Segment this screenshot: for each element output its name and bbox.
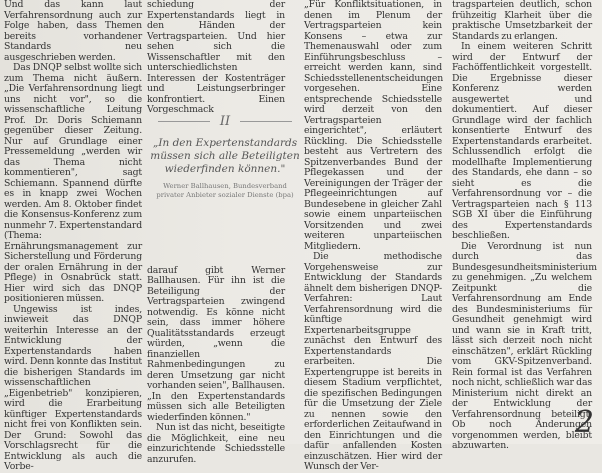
text-column-1 bbox=[4, 0, 142, 473]
paragraph: Das DNQP selbst wollte sich zum Thema nicht äußern. „Die Verfahrensordnung liegt uns nicht vor", so die wissenschaftliche Leitung Prof. Dr. Doris Schiemann gegenüber dieser Zeitung. Nur auf Grundlage einer Pressemeldung „werden wir das Thema nicht kommentieren", sagt Schiemann. Spannend dürfte es in knapp zwei Wochen werden. Am 8. Oktober findet die Konsensus-Konferenz zum nunmehr 7. Expertenstandard (Thema: Ernährungsmanagement zur Sicherstellung und Förderung der oralen Ernährung in der Pflege) in Osnabrück statt. Hier wird sich das DNQP positionieren müssen. bbox=[4, 62, 142, 304]
paragraph: Die Verordnung ist nun durch das Bundesgesundheitsministerium zu genehmigen. „Zu welchem Zeitpunkt die Verfahrensordnung am Ende des Bundesministeriums für Gesundheit genehmigt wird und wann sie in Kraft tritt, lässt sich derzeit noch nicht einschätzen", erklärt Rückling vom GKV-Spitzenverband. Rein formal ist das Verfahren noch nicht, schließlich war das Ministerium nicht direkt an der Entwicklung der Verfahrensordnung beteiligt. Ob noch Änderungen vorgenommen werden, bleibt abzuwarten. bbox=[452, 240, 597, 451]
page-number: 2 bbox=[574, 405, 594, 440]
paragraph: In einem weiteren Schritt wird der Entwurf der Fachöffentlichkeit vorgestellt. Die Ergebnisse dieser Konferenz werden ausgewertet und dokumentiert. Auf dieser Grundlage wird der fachlich konsentierte Entwurf des Expertenstandards erarbeitet. Schlussendlich erfolgt die modellhafte Implementierung des Standards, ehe dann – so sieht es die Verfahrensordnung vor – die Vertragsparteien nach § 113 SGB XI über die Einführung des Expertenstandards beschließen. bbox=[452, 41, 592, 241]
paragraph: Und das kann laut Verfahrensordnung auch zur Folge haben, dass Themen bereits vorhandener Standards neu ausgeschrieben werden. bbox=[4, 0, 142, 63]
paragraph: „Für Konfliktsituationen, in denen im Plenum der Vertragsparteien kein Konsens – etwa zur Themenauswahl oder zum Einführungsbeschluss – erreicht werden kann, sind Schiedsstellenentscheidungen vorgesehen. Eine entsprechende Schiedsstelle wird derzeit von den Vertragsparteien eingerichtet", erläutert Rückling. Die Schiedsstelle besteht aus Vertretern des Spitzenverbandes Bund der Pflegekassen und der Vereinigungen der Träger der Pflegeeinrichtungen auf Bundesebene in gleicher Zahl sowie einem unparteiischen Vorsitzenden und zwei weiteren unparteiischen Mitgliedern. bbox=[304, 0, 444, 252]
pullquote-source: Werner Ballhausen, Bundesverband privater Anbieter sozialer Dienste (bpa) bbox=[156, 182, 294, 199]
divider bbox=[158, 121, 210, 122]
paragraph: Die methodische Vorgehensweise zur Entwicklung der Standards ähnelt dem bisherigen DNQP-Verfahren: Laut Verfahrensordnung wird die künftige Expertenarbeitsgruppe zunächst den Entwurf des Expertenstandards erarbeiten. Die Expertengruppe ist bereits in diesem Stadium verpflichtet, die spezifischen Bedingungen für die Umsetzung der Ziele zu nennen sowie den erforderlichen Zeitaufwand in den Einrichtungen und die dafür anfallenden Kosten einzuschätzen. Hier wird der Wunsch der Ver- bbox=[304, 251, 442, 472]
divider bbox=[240, 121, 292, 122]
pullquote-text: „In den Expertenstandards müssen sich alle Beteiligten wiederfinden können." bbox=[150, 137, 300, 175]
paragraph: darauf gibt Werner Ballhausen. Für ihn ist die Beteiligung der Vertragsparteien zwingend notwendig. Es könne nicht sein, dass immer höhere Qualitätsstandards erzeugt würden, „wenn die finanziellen Rahmenbedingungen zu deren Umsetzung gar nicht vorhanden seien", Ballhausen. „In den Expertenstandards müssen sich alle Beteiligten wiederfinden können." bbox=[147, 264, 285, 423]
text-column-4 bbox=[452, 0, 597, 452]
paragraph: schiedung der Expertenstandards liegt in den Händen der Vertragsparteien. Und hier sehen sich die Wissenschaftler mit den unterschiedlichsten Interessen der Kostenträger und Leistungserbringer konfrontiert. Einen Vorgeschmack bbox=[147, 0, 285, 115]
pullquote bbox=[150, 114, 300, 214]
paragraph: Ungewiss ist indes, inwieweit das DNQP weiterhin Interesse an der Entwicklung der Expertenstandards haben wird. Denn konnte das Institut die bisherigen Standards im wissenschaftlichen „Eigenbetrieb" konzipieren, wird die Erarbeitung künftiger Expertenstandards nicht frei von Konflikten sein. Der Grund: Sowohl das Vorschlagsrecht für die Entwicklung als auch die Vorbe- bbox=[4, 303, 142, 472]
paragraph: Nun ist das nicht, beseitigte die Möglichkeit, eine neu einzurichtende Schiedsstelle anzurufen. bbox=[147, 422, 285, 465]
text-column-2 bbox=[147, 0, 285, 465]
section-marker: II bbox=[219, 114, 231, 129]
text-column-3 bbox=[304, 0, 442, 473]
paragraph: tragsparteien deutlich, schon frühzeitig Klarheit über die praktische Umsetzbarkeit der Standards zu erlangen. bbox=[452, 0, 592, 42]
